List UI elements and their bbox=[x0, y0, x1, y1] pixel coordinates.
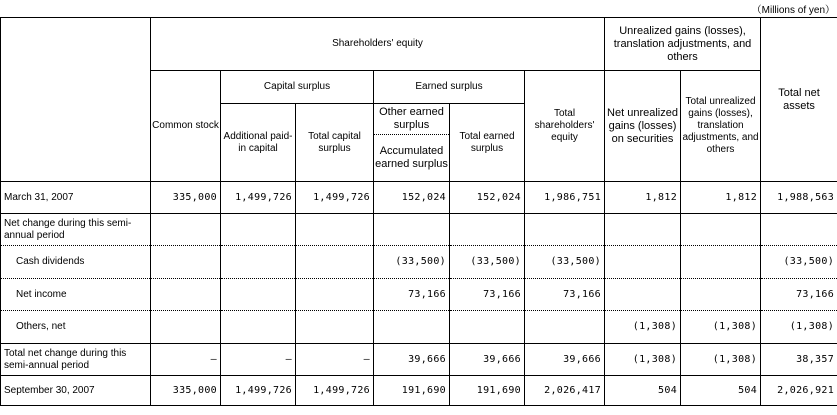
header-total-net-assets: Total net assets bbox=[761, 18, 837, 182]
cell-total-earned-surplus: (33,500) bbox=[450, 246, 525, 279]
cell-accumulated-earned-surplus bbox=[374, 214, 450, 246]
cell-total-shareholders-equity: 73,166 bbox=[525, 279, 605, 311]
row-label: Net change during this semi-annual period bbox=[1, 214, 151, 246]
header-common-stock: Common stock bbox=[151, 71, 221, 182]
row-label: March 31, 2007 bbox=[1, 182, 151, 214]
header-total-shareholders-equity: Total shareholders' equity bbox=[525, 71, 605, 182]
cell-total-net-assets: 1,988,563 bbox=[761, 182, 837, 214]
cell-total-earned-surplus: 73,166 bbox=[450, 279, 525, 311]
cell-common-stock bbox=[151, 246, 221, 279]
cell-total-unrealized bbox=[681, 214, 761, 246]
cell-accumulated-earned-surplus: 73,166 bbox=[374, 279, 450, 311]
cell-total-capital-surplus bbox=[296, 246, 374, 279]
cell-total-shareholders-equity: 1,986,751 bbox=[525, 182, 605, 214]
cell-additional-paid-in-capital: 1,499,726 bbox=[221, 376, 296, 406]
row-label: Total net change during this semi-annual period bbox=[1, 344, 151, 376]
cell-additional-paid-in-capital bbox=[221, 311, 296, 344]
cell-additional-paid-in-capital bbox=[221, 279, 296, 311]
cell-net-unrealized-securities: (1,308) bbox=[605, 344, 681, 376]
cell-net-unrealized-securities bbox=[605, 279, 681, 311]
cell-accumulated-earned-surplus: 39,666 bbox=[374, 344, 450, 376]
cell-net-unrealized-securities bbox=[605, 214, 681, 246]
cell-total-shareholders-equity: (33,500) bbox=[525, 246, 605, 279]
cell-accumulated-earned-surplus: 191,690 bbox=[374, 376, 450, 406]
cell-common-stock: 335,000 bbox=[151, 376, 221, 406]
cell-total-shareholders-equity: 39,666 bbox=[525, 344, 605, 376]
header-shareholders-equity: Shareholders' equity bbox=[151, 18, 605, 71]
cell-common-stock: – bbox=[151, 344, 221, 376]
header-total-unrealized: Total unrealized gains (losses), translation adjustments, and others bbox=[681, 71, 761, 182]
header-row-1 bbox=[1, 18, 837, 71]
header-unrealized-group: Unrealized gains (losses), translation adjustments, and others bbox=[605, 18, 761, 71]
header-earned-surplus: Earned surplus bbox=[374, 71, 525, 104]
cell-total-net-assets bbox=[761, 214, 837, 246]
row-others-net bbox=[1, 311, 837, 344]
cell-common-stock: 335,000 bbox=[151, 182, 221, 214]
header-accumulated-earned-surplus: Accumulated earned surplus bbox=[374, 135, 450, 182]
cell-total-earned-surplus: 39,666 bbox=[450, 344, 525, 376]
cell-common-stock bbox=[151, 279, 221, 311]
row-label: Cash dividends bbox=[1, 246, 151, 279]
cell-net-unrealized-securities: 504 bbox=[605, 376, 681, 406]
cell-total-net-assets: (1,308) bbox=[761, 311, 837, 344]
cell-total-earned-surplus: 191,690 bbox=[450, 376, 525, 406]
row-september-30-2007 bbox=[1, 376, 837, 406]
cell-total-earned-surplus: 152,024 bbox=[450, 182, 525, 214]
cell-total-unrealized bbox=[681, 279, 761, 311]
cell-total-capital-surplus bbox=[296, 279, 374, 311]
header-corner bbox=[1, 18, 151, 182]
header-capital-surplus: Capital surplus bbox=[221, 71, 374, 104]
cell-common-stock bbox=[151, 214, 221, 246]
cell-additional-paid-in-capital: 1,499,726 bbox=[221, 182, 296, 214]
cell-additional-paid-in-capital: – bbox=[221, 344, 296, 376]
cell-accumulated-earned-surplus: (33,500) bbox=[374, 246, 450, 279]
cell-total-shareholders-equity: 2,026,417 bbox=[525, 376, 605, 406]
row-label: Others, net bbox=[1, 311, 151, 344]
row-label: September 30, 2007 bbox=[1, 376, 151, 406]
header-total-earned-surplus: Total earned surplus bbox=[450, 104, 525, 182]
cell-total-shareholders-equity bbox=[525, 311, 605, 344]
cell-total-capital-surplus: 1,499,726 bbox=[296, 376, 374, 406]
row-total-net-change bbox=[1, 344, 837, 376]
cell-net-unrealized-securities: 1,812 bbox=[605, 182, 681, 214]
cell-total-capital-surplus bbox=[296, 311, 374, 344]
cell-accumulated-earned-surplus: 152,024 bbox=[374, 182, 450, 214]
row-march-31-2007 bbox=[1, 182, 837, 214]
cell-total-capital-surplus bbox=[296, 214, 374, 246]
row-net-change-heading bbox=[1, 214, 837, 246]
cell-total-earned-surplus bbox=[450, 311, 525, 344]
header-additional-paid-in-capital: Additional paid-in capital bbox=[221, 104, 296, 182]
cell-total-net-assets: 2,026,921 bbox=[761, 376, 837, 406]
header-other-earned-surplus: Other earned surplus bbox=[374, 104, 450, 135]
cell-total-unrealized: 1,812 bbox=[681, 182, 761, 214]
cell-total-unrealized bbox=[681, 246, 761, 279]
cell-net-unrealized-securities: (1,308) bbox=[605, 311, 681, 344]
header-total-capital-surplus: Total capital surplus bbox=[296, 104, 374, 182]
cell-total-unrealized: (1,308) bbox=[681, 344, 761, 376]
cell-total-net-assets: 73,166 bbox=[761, 279, 837, 311]
row-cash-dividends bbox=[1, 246, 837, 279]
row-net-income bbox=[1, 279, 837, 311]
cell-total-capital-surplus: 1,499,726 bbox=[296, 182, 374, 214]
cell-total-capital-surplus: – bbox=[296, 344, 374, 376]
cell-total-net-assets: (33,500) bbox=[761, 246, 837, 279]
header-net-unrealized-securities: Net unrealized gains (losses) on securities bbox=[605, 71, 681, 182]
cell-total-net-assets: 38,357 bbox=[761, 344, 837, 376]
unit-note: （Millions of yen） bbox=[751, 5, 835, 16]
cell-additional-paid-in-capital bbox=[221, 214, 296, 246]
cell-net-unrealized-securities bbox=[605, 246, 681, 279]
cell-additional-paid-in-capital bbox=[221, 246, 296, 279]
cell-accumulated-earned-surplus bbox=[374, 311, 450, 344]
cell-total-unrealized: (1,308) bbox=[681, 311, 761, 344]
cell-total-shareholders-equity bbox=[525, 214, 605, 246]
cell-total-earned-surplus bbox=[450, 214, 525, 246]
equity-statement-table bbox=[0, 17, 837, 406]
row-label: Net income bbox=[1, 279, 151, 311]
cell-common-stock bbox=[151, 311, 221, 344]
cell-total-unrealized: 504 bbox=[681, 376, 761, 406]
